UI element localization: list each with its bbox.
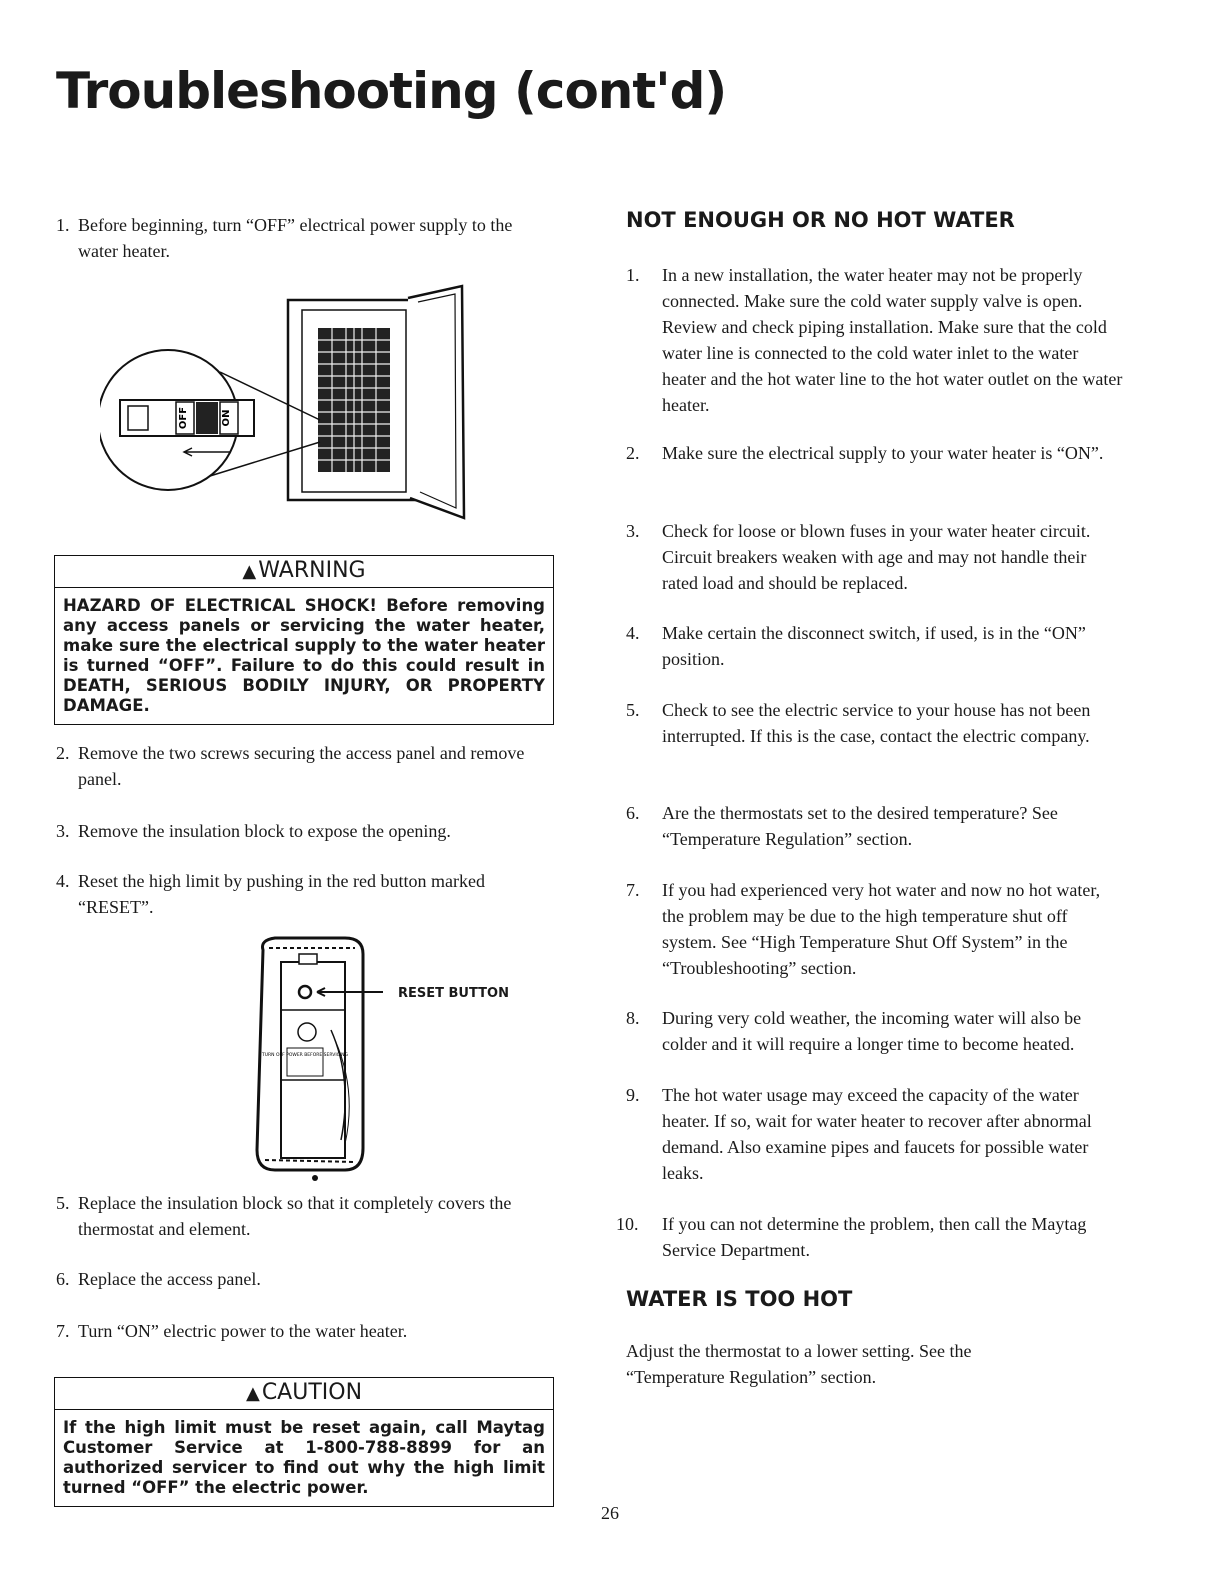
thermostat-figure <box>245 930 385 1190</box>
caution-box <box>54 1377 554 1507</box>
step-number: 5. <box>56 1193 70 1213</box>
step-number: 1. <box>56 215 70 235</box>
left-step-1 <box>56 212 554 264</box>
step-text: Reset the high limit by pushing in the red button marked “RESET”. <box>78 871 485 917</box>
warning-triangle-icon: ▲ <box>245 1383 260 1404</box>
step-text: Replace the access panel. <box>78 1269 261 1289</box>
step-text: Replace the insulation block so that it completely covers the thermostat and element. <box>78 1193 512 1239</box>
left-step-5 <box>56 1190 554 1242</box>
step-text: Remove the insulation block to expose the opening. <box>78 821 451 841</box>
ul-mark-icon <box>298 1023 316 1041</box>
too-hot-text: Adjust the thermostat to a lower setting. See the “Temperature Regulation” section. <box>626 1341 972 1387</box>
reset-button-icon <box>299 986 311 998</box>
off-label: OFF <box>178 406 189 430</box>
left-step-4 <box>56 868 554 920</box>
step-number: 3. <box>56 821 70 841</box>
step-number: 2. <box>56 743 70 763</box>
left-step-2 <box>56 740 554 792</box>
left-step-7 <box>56 1318 554 1344</box>
step-number: 4. <box>56 871 70 891</box>
left-step-6 <box>56 1266 554 1292</box>
not-enough-heading: NOT ENOUGH OR NO HOT WATER <box>626 208 1015 232</box>
warning-triangle-icon: ▲ <box>242 561 257 582</box>
reset-button-label: RESET BUTTON <box>398 986 509 1001</box>
step-text: Turn “ON” electric power to the water heater. <box>78 1321 408 1341</box>
list-item: 7. If you had experienced very hot water and now no hot water, the problem may be due to the high temperature shut off system. See “High Temperature Shut Off System” in the “Troubleshooting” section. <box>626 880 1101 978</box>
on-label: ON <box>221 409 232 427</box>
list-item: 9. The hot water usage may exceed the capacity of the water heater. If so, wait for water heater to recover after abnormal demand. Also examine pipes and faucets for possible water leaks. <box>626 1085 1092 1183</box>
list-item: 5. Check to see the electric service to your house has not been interrupted. If this is the case, contact the electric company. <box>626 700 1091 746</box>
page-number: 26 <box>601 1503 619 1523</box>
list-item: 3. Check for loose or blown fuses in your water heater circuit. Circuit breakers weaken with age and may not handle their rated load and should be replaced. <box>626 521 1091 593</box>
page-title: Troubleshooting (cont'd) <box>56 62 727 120</box>
step-number: 7. <box>56 1321 70 1341</box>
list-item: 1. In a new installation, the water heater may not be properly connected. Make sure the cold water supply valve is open. Review and check piping installation. Make sure that the cold water line is connected to the cold water inlet to the water heater and the hot water line to the hot water outlet on the water heater. <box>626 265 1123 415</box>
breaker-grid <box>318 328 390 472</box>
warning-text: HAZARD OF ELECTRICAL SHOCK! Before removing any access panels or servicing the water heater, make sure the electrical supply to the water heater is turned “OFF”. Failure to do this could result in DEATH, SERIOUS BODILY INJURY, OR PROPERTY DAMAGE. <box>63 596 545 715</box>
breaker-panel-figure <box>100 280 480 530</box>
caution-header: ▲CAUTION <box>55 1378 553 1410</box>
too-hot-heading: WATER IS TOO HOT <box>626 1287 853 1311</box>
warning-box <box>54 555 554 725</box>
step-text: Remove the two screws securing the access panel and remove panel. <box>78 743 525 789</box>
sticker-text: TURN OFF POWER BEFORE SERVICING <box>262 1053 348 1058</box>
step-text: Before beginning, turn “OFF” electrical power supply to the water heater. <box>78 215 513 261</box>
step-number: 6. <box>56 1269 70 1289</box>
warning-header: ▲WARNING <box>55 556 553 588</box>
list-item: 2. Make sure the electrical supply to your water heater is “ON”. <box>626 443 1104 463</box>
left-step-3 <box>56 818 554 844</box>
list-item: 8. During very cold weather, the incoming water will also be colder and it will require a longer time to become heated. <box>626 1008 1082 1054</box>
caution-text: If the high limit must be reset again, call Maytag Customer Service at 1-800-788-8899 for an authorized servicer to find out why the high limit turned “OFF” the electric power. <box>63 1418 545 1497</box>
list-item: 10. If you can not determine the problem, then call the Maytag Service Department. <box>616 1214 1087 1260</box>
list-item: 4. Make certain the disconnect switch, if used, is in the “ON” position. <box>626 623 1086 669</box>
list-item: 6. Are the thermostats set to the desired temperature? See “Temperature Regulation” section. <box>626 803 1058 849</box>
